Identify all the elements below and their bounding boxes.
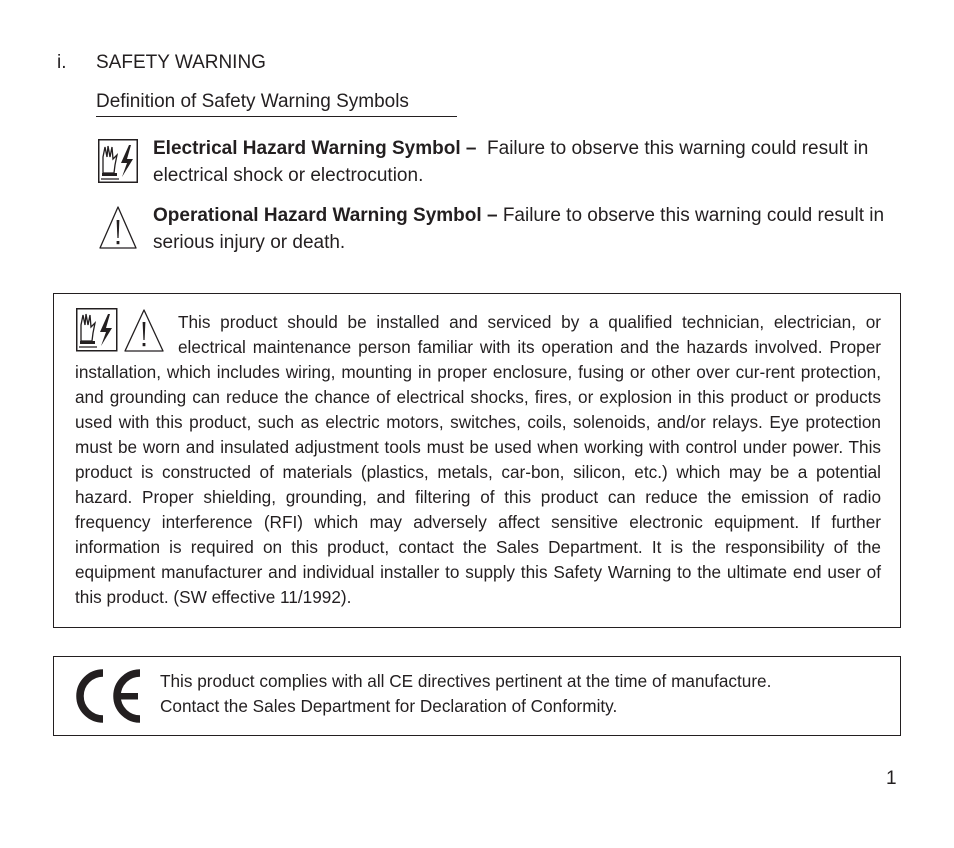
page-number: 1 (886, 768, 897, 789)
ce-line-2: Contact the Sales Department for Declaration of Conformity. (160, 696, 618, 716)
operational-hazard-description: Failure to observe this warning could result in serious injury or death. (153, 205, 885, 253)
section-number: i. (57, 52, 67, 73)
safety-warning-paragraph (75, 310, 881, 610)
electrical-hazard-definition (153, 135, 899, 189)
operational-hazard-definition (153, 202, 899, 256)
electrical-hazard-name: Electrical Hazard Warning Symbol – (153, 138, 477, 159)
subheading: Definition of Safety Warning Symbols (96, 91, 457, 117)
electrical-hazard-icon (98, 139, 138, 183)
ce-compliance-box (53, 656, 901, 736)
ce-compliance-text (160, 669, 880, 719)
operational-hazard-name: Operational Hazard Warning Symbol – (153, 205, 498, 226)
section-title: SAFETY WARNING (96, 52, 266, 73)
ce-mark-logo (76, 669, 144, 723)
ce-line-1: This product complies with all CE directives pertinent at the time of manufacture. (160, 671, 772, 691)
safety-warning-text: This product should be installed and serviced by a qualified technician, electrician, or electrical maintenance person familiar with its operation and the hazards involved. Proper installation, which includes wiring, mounting in proper enclosure, fusing or other over cur-rent protection, and grounding can reduce the chance of electrical shocks, fires, or explosion in this product or products used with this product, such as electric motors, switches, coils, solenoids, and/or relays. Eye protection must be worn and insulated adjustment tools must be used when working with control under power. This product is constructed of materials (plastics, metals, car-bon, silicon, etc.) which may be a potential hazard. Proper shielding, grounding, and filtering of this product can reduce the emission of radio frequency interference (RFI) which may adversely affect sensitive electronic equipment. If further information is required on this product, contact the Sales Department. It is the responsibility of the equipment manufacturer and individual installer to supply this Safety Warning to the ultimate end user of this product. (SW effective 11/1992). (75, 312, 881, 607)
safety-warning-box (53, 293, 901, 628)
electrical-hazard-description: Failure to observe this warning could result in electrical shock or electrocution. (153, 138, 869, 186)
operational-hazard-icon (98, 205, 138, 250)
